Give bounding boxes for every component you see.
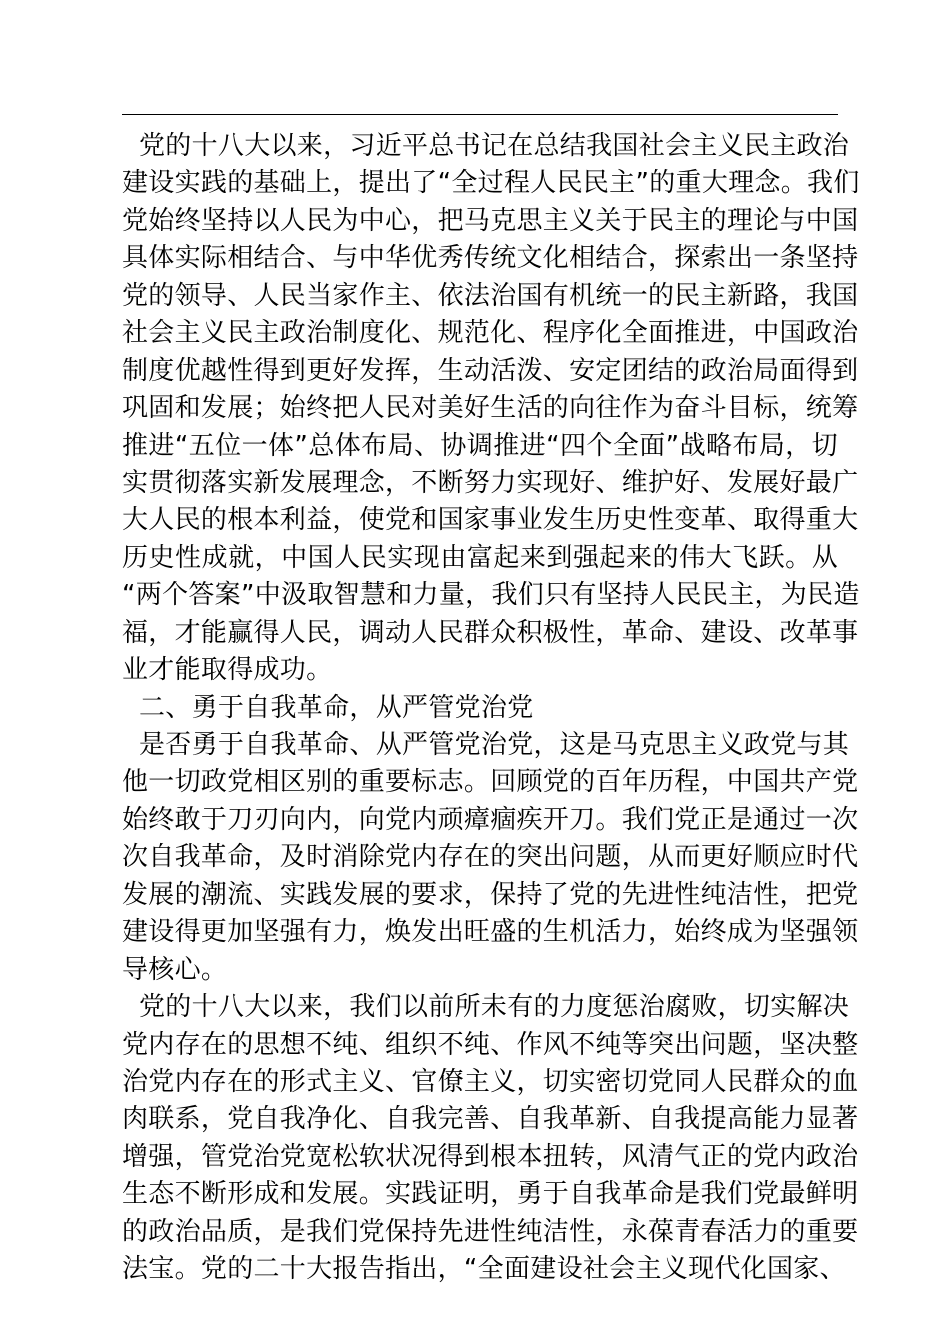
- paragraph-2-line-3: 始终敢于刀刃向内，向党内顽瘴痼疾开刀。我们党正是通过一次: [122, 804, 859, 835]
- paragraph-3-line-1: 党的十八大以来，我们以前所未有的力度惩治腐败，切实解决: [139, 992, 850, 1023]
- paragraph-1-line-2: 建设实践的基础上，提出了“全过程人民民主”的重大理念。我们: [122, 168, 860, 199]
- paragraph-3-line-5: 增强，管党治党宽松软状况得到根本扭转，风清气正的党内政治: [122, 1141, 859, 1172]
- paragraph-3-line-8: 法宝。党的二十大报告指出，“全面建设社会主义现代化国家、: [122, 1254, 846, 1285]
- paragraph-1-line-9: 推进“五位一体”总体布局、协调推进“四个全面”战略布局，切: [122, 430, 838, 461]
- paragraph-1-line-6: 社会主义民主政治制度化、规范化、程序化全面推进，中国政治: [122, 318, 859, 349]
- paragraph-1-line-4: 具体实际相结合、与中华优秀传统文化相结合，探索出一条坚持: [122, 243, 859, 274]
- paragraph-2-line-1: 是否勇于自我革命、从严管党治党，这是马克思主义政党与其: [139, 730, 850, 760]
- paragraph-2-line-6: 建设得更加坚强有力，焕发出旺盛的生机活力，始终成为坚强领: [122, 917, 859, 948]
- paragraph-1-line-11: 大人民的根本利益，使党和国家事业发生历史性变革、取得重大: [122, 505, 859, 536]
- paragraph-2-line-4: 次自我革命，及时消除党内存在的突出问题，从而更好顺应时代: [122, 842, 859, 873]
- paragraph-1-line-1: 党的十八大以来，习近平总书记在总结我国社会主义民主政治: [139, 131, 850, 161]
- paragraph-1-line-3: 党始终坚持以人民为中心，把马克思主义关于民主的理论与中国: [122, 205, 859, 236]
- section-heading-2: 二、勇于自我革命，从严管党治党: [139, 692, 534, 723]
- paragraph-1-line-14: 福，才能赢得人民，调动人民群众积极性，革命、建设、改革事: [122, 617, 859, 648]
- paragraph-2-line-2: 他一切政党相区别的重要标志。回顾党的百年历程，中国共产党: [122, 767, 859, 798]
- paragraph-3-line-7: 的政治品质，是我们党保持先进性纯洁性，永葆青春活力的重要: [122, 1216, 859, 1247]
- paragraph-3-line-4: 肉联系，党自我净化、自我完善、自我革新、自我提高能力显著: [122, 1104, 859, 1135]
- paragraph-1-line-13: “两个答案”中汲取智慧和力量，我们只有坚持人民民主，为民造: [122, 580, 860, 611]
- paragraph-1-line-12: 历史性成就，中国人民实现由富起来到强起来的伟大飞跃。从: [122, 542, 838, 573]
- paragraph-3-line-2: 党内存在的思想不纯、组织不纯、作风不纯等突出问题，坚决整: [122, 1029, 859, 1060]
- paragraph-1-line-5: 党的领导、人民当家作主、依法治国有机统一的民主新路，我国: [122, 280, 859, 311]
- paragraph-2-line-5: 发展的潮流、实践发展的要求，保持了党的先进性纯洁性，把党: [122, 879, 859, 910]
- paragraph-3-line-3: 治党内存在的形式主义、官僚主义，切实密切党同人民群众的血: [122, 1066, 859, 1097]
- paragraph-2-line-7: 导核心。: [122, 954, 228, 985]
- paragraph-1-line-8: 巩固和发展；始终把人民对美好生活的向往作为奋斗目标，统筹: [122, 393, 859, 424]
- paragraph-1-line-10: 实贯彻落实新发展理念，不断努力实现好、维护好、发展好最广: [122, 467, 859, 498]
- paragraph-1-line-15: 业才能取得成功。: [122, 655, 333, 686]
- paragraph-3-line-6: 生态不断形成和发展。实践证明，勇于自我革命是我们党最鲜明: [122, 1179, 859, 1210]
- paragraph-1-line-7: 制度优越性得到更好发挥，生动活泼、安定团结的政治局面得到: [122, 355, 859, 386]
- header-divider-line: [122, 114, 838, 115]
- document-body: [122, 128, 860, 1289]
